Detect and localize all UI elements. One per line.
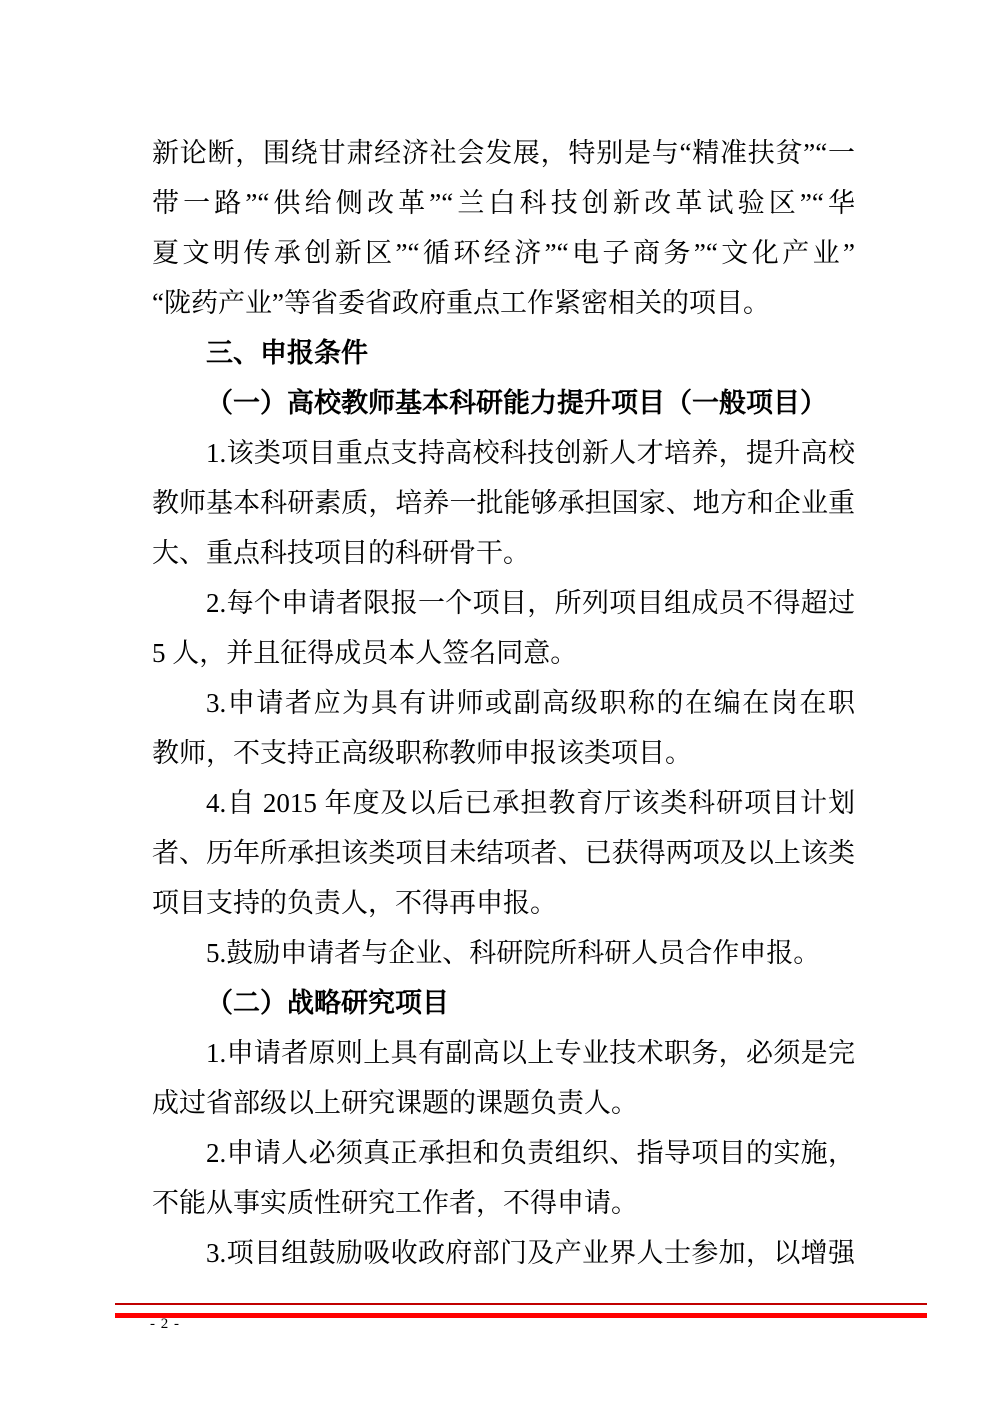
page-number: - 2 - <box>150 1316 180 1332</box>
text-line: 大、重点科技项目的科研骨干。 <box>152 538 530 568</box>
text-line: 4.自 2015 年度及以后已承担教育厅该类科研项目计划 <box>206 788 855 818</box>
heading-line: 三、申报条件 <box>206 338 368 368</box>
text-line: 者、历年所承担该类项目未结项者、已获得两项及以上该类 <box>152 838 855 868</box>
text-line: “陇药产业”等省委省政府重点工作紧密相关的项目。 <box>152 288 770 318</box>
text-line: 5 人，并且征得成员本人签名同意。 <box>152 638 578 668</box>
footer-rule-thick <box>115 1313 927 1318</box>
document-body <box>152 128 855 1278</box>
footer-rule-thin <box>115 1303 927 1305</box>
text-line: 教师基本科研素质，培养一批能够承担国家、地方和企业重 <box>152 488 855 518</box>
text-line: 教师，不支持正高级职称教师申报该类项目。 <box>152 738 692 768</box>
text-line: 5.鼓励申请者与企业、科研院所科研人员合作申报。 <box>206 938 821 968</box>
text-line: 1.申请者原则上具有副高以上专业技术职务，必须是完 <box>206 1038 855 1068</box>
text-line: 2.每个申请者限报一个项目，所列项目组成员不得超过 <box>206 588 855 618</box>
heading-line: （一）高校教师基本科研能力提升项目（一般项目） <box>206 388 827 418</box>
text-line: 成过省部级以上研究课题的课题负责人。 <box>152 1088 638 1118</box>
text-line: 夏文明传承创新区”“循环经济”“电子商务”“文化产业” <box>152 238 855 268</box>
text-line: 项目支持的负责人，不得再申报。 <box>152 888 557 918</box>
text-line: 3.项目组鼓励吸收政府部门及产业界人士参加，以增强 <box>206 1238 855 1268</box>
text-line: 1.该类项目重点支持高校科技创新人才培养，提升高校 <box>206 438 855 468</box>
text-line: 新论断，围绕甘肃经济社会发展，特别是与“精准扶贫”“一 <box>152 138 855 168</box>
text-line: 带一路”“供给侧改革”“兰白科技创新改革试验区”“华 <box>152 188 855 218</box>
text-line: 3.申请者应为具有讲师或副高级职称的在编在岗在职 <box>206 688 855 718</box>
text-line: 不能从事实质性研究工作者，不得申请。 <box>152 1188 638 1218</box>
text-line: 2.申请人必须真正承担和负责组织、指导项目的实施， <box>206 1138 855 1168</box>
heading-line: （二）战略研究项目 <box>206 988 449 1018</box>
